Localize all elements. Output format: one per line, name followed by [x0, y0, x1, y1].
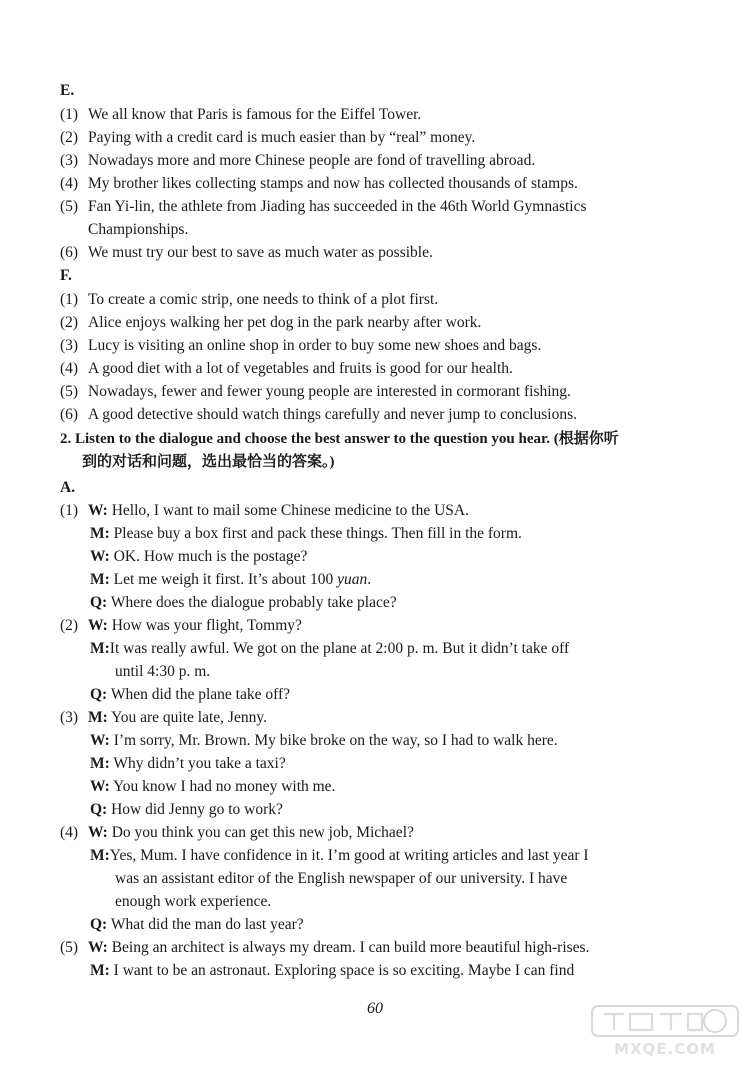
speaker-label: Q:: [90, 686, 108, 703]
list-item: [60, 334, 700, 357]
dialogue-text: .: [367, 571, 372, 588]
dialogue-text: Do you think you can get this new job, Michael?: [111, 824, 414, 841]
dialogue-text: How did Jenny go to work?: [111, 801, 283, 818]
speaker-label: W:: [88, 502, 108, 519]
list-item: [60, 103, 700, 126]
speaker-label: Q:: [90, 916, 108, 933]
dialogue-text: How was your flight, Tommy?: [111, 617, 302, 634]
item-number: (4): [60, 175, 79, 192]
speaker-label: W:: [90, 548, 110, 565]
list-item: [60, 149, 700, 172]
item-number: (5): [60, 939, 79, 956]
dialogue-line: [90, 798, 730, 821]
dialogue-text: Please buy a box first and pack these things. Then fill in the form.: [113, 525, 522, 542]
item-number: (1): [60, 291, 79, 308]
item-number: (5): [60, 198, 79, 215]
dialogue-text: I want to be an astronaut. Exploring space is so exciting. Maybe I can find: [113, 962, 575, 979]
item-number: (4): [60, 360, 79, 377]
dialogue-text: What did the man do last year?: [110, 916, 304, 933]
dialogue-line: [90, 913, 730, 936]
dialogue-line: [60, 499, 700, 522]
item-text: Fan Yi-lin, the athlete from Jiading has succeeded in the 46th World Gymnastics: [88, 198, 587, 215]
item-text: My brother likes collecting stamps and now has collected thousands of stamps.: [88, 175, 578, 192]
section-f-label: F.: [60, 267, 72, 284]
dialogue-text: OK. How much is the postage?: [113, 548, 308, 565]
section-a-label: A.: [60, 479, 76, 496]
dialogue-continuation: until 4:30 p. m.: [115, 663, 211, 680]
dialogue-line: [90, 591, 730, 614]
speaker-label: M:: [90, 525, 110, 542]
question-2-heading: 2. Listen to the dialogue and choose the best answer to the question you hear. (根据你听: [60, 431, 619, 447]
item-number: (2): [60, 617, 79, 634]
dialogue-line: [90, 844, 730, 867]
speaker-label: W:: [88, 824, 108, 841]
item-number: (2): [60, 129, 79, 146]
speaker-label: M:: [88, 709, 108, 726]
item-text: We all know that Paris is famous for the Eiffel Tower.: [88, 106, 422, 123]
dialogue-text: Let me weigh it first. It’s about 100: [113, 571, 338, 588]
speaker-label: W:: [90, 778, 110, 795]
item-text: We must try our best to save as much water as possible.: [88, 244, 433, 261]
list-item: [60, 288, 700, 311]
dialogue-text: You know I had no money with me.: [113, 778, 336, 795]
dialogue-text: Being an architect is always my dream. I can build more beautiful high-rises.: [111, 939, 590, 956]
item-number: (6): [60, 244, 79, 261]
speaker-label: Q:: [90, 594, 108, 611]
watermark-icon: [590, 1004, 740, 1060]
dialogue-line: [90, 522, 730, 545]
dialogue-line: [90, 545, 730, 568]
dialogue-line: [60, 936, 700, 959]
item-text: Nowadays, fewer and fewer young people are interested in cormorant fishing.: [88, 383, 571, 400]
list-item: [60, 380, 700, 403]
item-number: (3): [60, 337, 79, 354]
item-number: (1): [60, 106, 79, 123]
speaker-label: W:: [90, 732, 110, 749]
dialogue-line: [60, 821, 700, 844]
item-number: (6): [60, 406, 79, 423]
list-item: [60, 126, 700, 149]
dialogue-line: [90, 775, 730, 798]
dialogue-text: When did the plane take off?: [110, 686, 291, 703]
dialogue-line: [90, 568, 730, 591]
item-number: (3): [60, 152, 79, 169]
dialogue-continuation: enough work experience.: [115, 893, 272, 910]
item-text: Alice enjoys walking her pet dog in the park nearby after work.: [88, 314, 482, 331]
page-number: 60: [367, 1000, 383, 1017]
dialogue-line: [60, 706, 700, 729]
item-text: A good detective should watch things carefully and never jump to conclusions.: [88, 406, 577, 423]
dialogue-line: [90, 959, 730, 982]
list-item: [60, 172, 700, 195]
section-e-label: E.: [60, 82, 75, 99]
dialogue-line: [90, 729, 730, 752]
dialogue-text: Yes, Mum. I have confidence in it. I’m good at writing articles and last year I: [109, 847, 589, 864]
item-continuation: Championships.: [88, 221, 189, 238]
list-item: [60, 311, 700, 334]
dialogue-continuation: was an assistant editor of the English newspaper of our university. I have: [115, 870, 568, 887]
dialogue-text: It was really awful. We got on the plane at 2:00 p. m. But it didn’t take off: [109, 640, 570, 657]
dialogue-text: I’m sorry, Mr. Brown. My bike broke on the way, so I had to walk here.: [113, 732, 558, 749]
speaker-label: M:: [90, 847, 110, 864]
question-2-heading-cont: 到的对话和问题，选出最恰当的答案。): [82, 454, 335, 470]
dialogue-line: [60, 614, 700, 637]
item-text: A good diet with a lot of vegetables and fruits is good for our health.: [88, 360, 513, 377]
speaker-label: W:: [88, 939, 108, 956]
dialogue-text: Hello, I want to mail some Chinese medicine to the USA.: [111, 502, 469, 519]
item-number: (4): [60, 824, 79, 841]
dialogue-line: [90, 637, 730, 660]
speaker-label: W:: [88, 617, 108, 634]
speaker-label: M:: [90, 755, 110, 772]
dialogue-text: Where does the dialogue probably take place?: [110, 594, 397, 611]
dialogue-text: You are quite late, Jenny.: [111, 709, 267, 726]
watermark-text: MXQE.COM: [614, 1040, 716, 1058]
item-number: (2): [60, 314, 79, 331]
dialogue-text: Why didn’t you take a taxi?: [113, 755, 286, 772]
list-item: [60, 357, 700, 380]
speaker-label: M:: [90, 640, 110, 657]
watermark-logo: [590, 1004, 740, 1060]
item-number: (1): [60, 502, 79, 519]
item-number: (5): [60, 383, 79, 400]
item-text: Nowadays more and more Chinese people are fond of travelling abroad.: [88, 152, 536, 169]
dialogue-line: [90, 683, 730, 706]
list-item: [60, 241, 700, 264]
dialogue-line: [90, 752, 730, 775]
item-text: Lucy is visiting an online shop in order to buy some new shoes and bags.: [88, 337, 542, 354]
item-text: To create a comic strip, one needs to think of a plot first.: [88, 291, 439, 308]
item-text: Paying with a credit card is much easier than by “real” money.: [88, 129, 476, 146]
speaker-label: Q:: [90, 801, 108, 818]
list-item: [60, 195, 700, 218]
speaker-label: M:: [90, 571, 110, 588]
list-item: [60, 403, 700, 426]
dialogue-text-italic: yuan: [337, 571, 368, 588]
speaker-label: M:: [90, 962, 110, 979]
item-number: (3): [60, 709, 79, 726]
